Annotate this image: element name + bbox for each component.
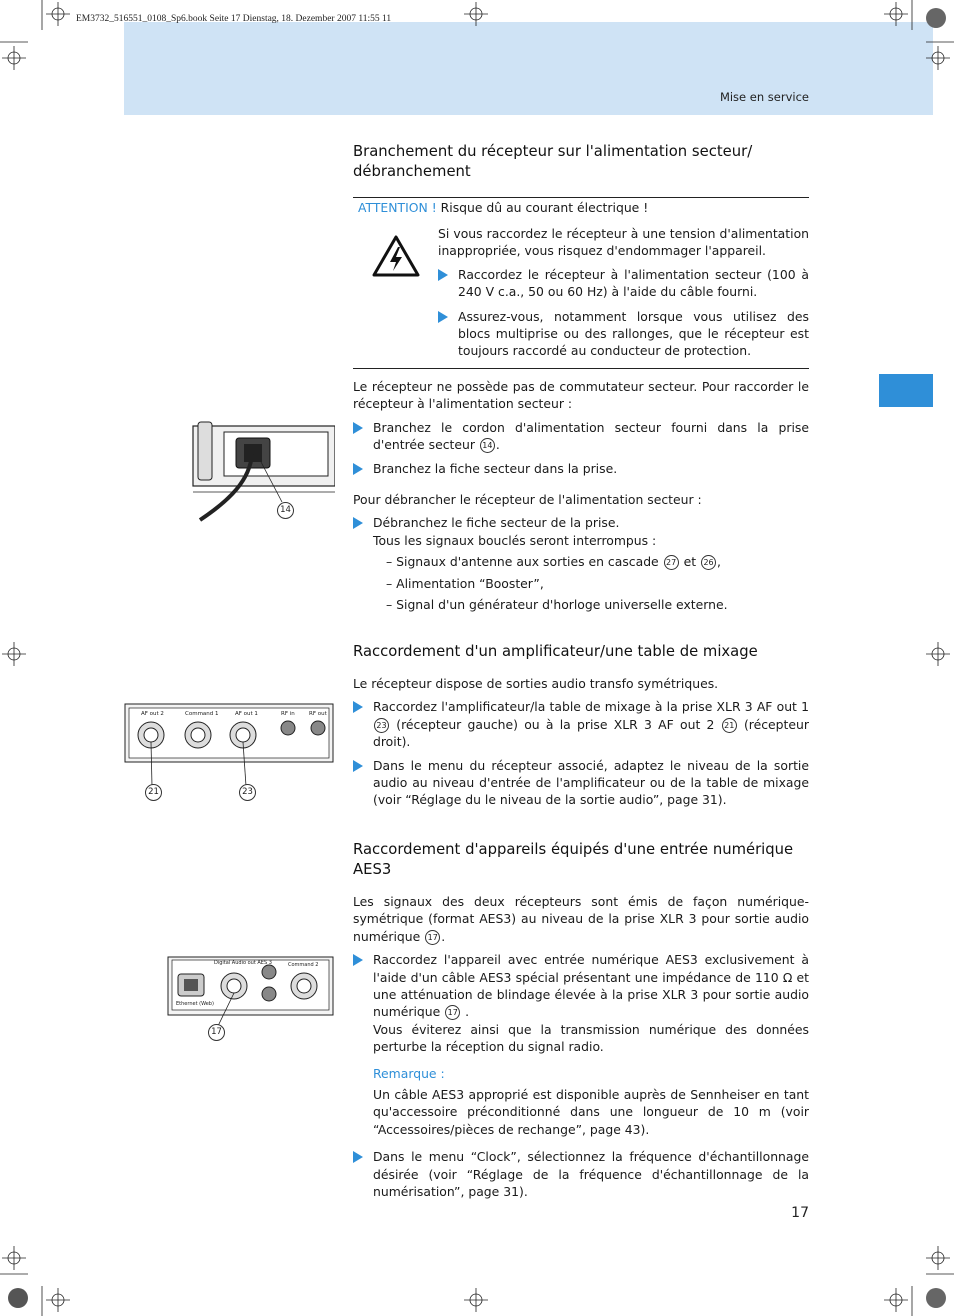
bullet-arrow-icon — [353, 760, 363, 772]
list-item: Dans le menu du récepteur associé, adaptez le niveau de la sortie audio au niveau d'entrée de l'amplificateur ou de la table de mixage (voir “Réglage du le niveau de la sortie audio”, page 31). — [353, 757, 809, 809]
bullet-arrow-icon — [353, 422, 363, 434]
reference-number: 17 — [445, 1005, 460, 1020]
list-item: Raccordez l'appareil avec entrée numérique AES3 exclusivement à l'aide d'un câble AES3 spécial présentant une impédance de 110 Ω et une atténuation de blindage élevée à la prise XLR 3 pour sortie audio numérique 17 . Vous éviterez ainsi que la transmission numérique des données perturbe la réception du signal radio. — [353, 951, 809, 1055]
figure-callout: 23 — [239, 784, 256, 801]
high-voltage-warning-icon — [372, 235, 420, 277]
dash-item: – Signal d'un générateur d'horloge universelle externe. — [386, 597, 728, 613]
reference-number: 14 — [480, 438, 495, 453]
section2-body — [353, 642, 809, 809]
figure-label: RF out — [309, 711, 327, 717]
section1-title: Branchement du récepteur sur l'alimentation secteur/ débranchement — [353, 143, 753, 180]
section3-title: Raccordement d'appareils équipés d'une entrée numérique AES3 — [353, 841, 794, 878]
section1-intro: Le récepteur ne possède pas de commutateur secteur. Pour raccorder le récepteur à l'alimentation secteur : — [353, 379, 809, 412]
reference-number: 23 — [374, 718, 389, 733]
bullet-arrow-icon — [353, 1151, 363, 1163]
print-line: EM3732_516551_0108_Sp6.book Seite 17 Dienstag, 18. Dezember 2007 11:55 11 — [76, 14, 392, 24]
reference-number: 26 — [701, 555, 716, 570]
list-item: Assurez-vous, notamment lorsque vous utilisez des blocs multiprise ou des rallonges, que le récepteur est toujours raccordé au conducteur de protection. — [438, 308, 809, 360]
list-item: Raccordez l'amplificateur/la table de mixage à la prise XLR 3 AF out 1 23 (récepteur gauche) ou à la prise XLR 3 AF out 2 21 (récepteur droit). — [353, 698, 809, 750]
reference-number: 21 — [722, 718, 737, 733]
figure-label: Command 1 — [185, 711, 219, 717]
aes3-output-figure — [166, 954, 335, 1044]
list-item: Débranchez le fiche secteur de la prise. Tous les signaux bouclés seront interrompus : — [353, 514, 809, 549]
bullet-arrow-icon — [353, 701, 363, 713]
figure-callout: 17 — [208, 1024, 225, 1041]
figure-label: AF out 1 — [235, 711, 258, 717]
xlr-outputs-figure — [123, 702, 335, 802]
running-head: Mise en service — [719, 90, 809, 104]
list-item: Raccordez le récepteur à l'alimentation secteur (100 à 240 V c.a., 50 ou 60 Hz) à l'aide du câble fourni. — [438, 266, 809, 301]
figure-label: Digital Audio out AES 3 — [214, 960, 272, 966]
bullet-arrow-icon — [353, 517, 363, 529]
dash-item: – Alimentation “Booster”, — [386, 575, 544, 591]
figure-label: Ethernet (Web) — [176, 1001, 214, 1007]
warning-box — [353, 197, 809, 369]
figure-callout: 21 — [145, 784, 162, 801]
bullet-arrow-icon — [438, 311, 448, 323]
disconnect-intro: Pour débrancher le récepteur de l'alimentation secteur : — [353, 492, 702, 508]
figure-callout: 14 — [277, 502, 294, 519]
warning-text: Si vous raccordez le récepteur à une tension d'alimentation inappropriée, vous risquez d'endommager l'appareil. — [438, 226, 809, 259]
bullet-arrow-icon — [353, 954, 363, 966]
power-inlet-figure — [190, 420, 335, 525]
bullet-arrow-icon — [353, 463, 363, 475]
dash-item: – Signaux d'antenne aux sorties en cascade 27 et 26 , — [386, 554, 721, 570]
reference-number: 17 — [425, 930, 440, 945]
power-inlet-illustration — [190, 420, 335, 525]
list-item: Branchez la fiche secteur dans la prise. — [353, 460, 809, 477]
remark-text: Un câble AES3 approprié est disponible auprès de Sennheiser en tant qu'accessoire préconditionné dans une longueur de 10 m (voir “Accessoires/pièces de rechange”, page 43). — [373, 1087, 809, 1137]
figure-label: Command 2 — [288, 962, 319, 968]
section3-body — [353, 840, 809, 1201]
bullet-arrow-icon — [438, 269, 448, 281]
list-item: Dans le menu “Clock”, sélectionnez la fréquence d'échantillonnage désirée (voir “Réglage de la fréquence d'échantillonnage de la numérisation”, page 31). — [353, 1148, 809, 1200]
section2-intro: Le récepteur dispose de sorties audio transfo symétriques. — [353, 676, 719, 691]
figure-label: RF in — [281, 711, 295, 717]
list-item: Branchez le cordon d'alimentation secteur fourni dans la prise d'entrée secteur 14 . — [353, 419, 809, 454]
attention-label: ATTENTION ! — [358, 200, 437, 215]
reference-number: 27 — [664, 555, 679, 570]
section2-title: Raccordement d'un amplificateur/une table de mixage — [353, 643, 758, 660]
attention-title: Risque dû au courant électrique ! — [440, 200, 649, 215]
section1-title-block — [353, 142, 809, 182]
page-number: 17 — [791, 1205, 809, 1221]
section1-body — [353, 378, 809, 613]
figure-label: AF out 2 — [141, 711, 164, 717]
section3-intro: Les signaux des deux récepteurs sont émis de façon numérique-symétrique (format AES3) au niveau de la prise XLR 3 pour sortie audio numérique 17 . — [353, 894, 809, 944]
remark-label: Remarque : — [373, 1065, 445, 1081]
